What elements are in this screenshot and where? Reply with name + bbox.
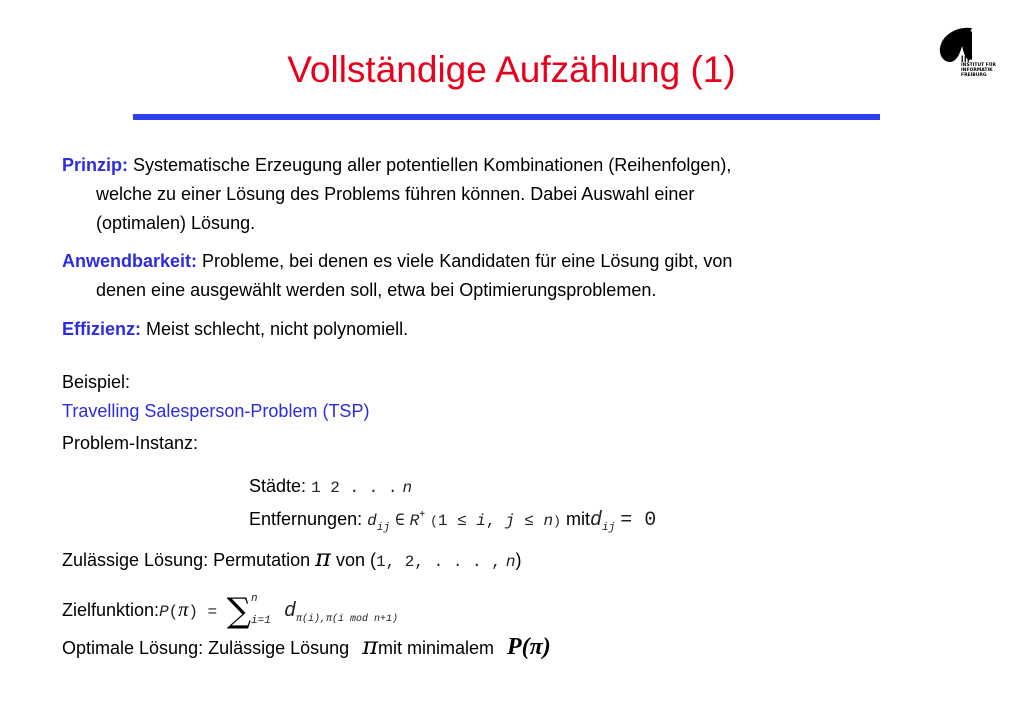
feasible-von: von: [335, 550, 365, 570]
logo-abbr: IIF: [961, 54, 973, 64]
objective-p-symbol: P(π): [507, 634, 551, 660]
section-continuation: denen eine ausgewählt werden soll, etwa bei Optimierungsproblemen.: [96, 280, 657, 300]
section-term: Prinzip:: [62, 155, 128, 175]
feasible-label: Zulässige Lösung: Permutation: [62, 550, 311, 570]
feasible-n: n: [505, 553, 516, 571]
example-label: Beispiel:: [62, 372, 131, 392]
title-underline: [133, 114, 880, 120]
logo-caption: [961, 63, 996, 78]
optimal-label: Optimale Lösung: Zulässige Lösung: [62, 638, 350, 658]
cities-line: [249, 474, 412, 500]
feasible-line: Zulässige Lösung: Permutation π von (1, 2, . . . , n): [62, 544, 522, 572]
section-text: Probleme, bei denen es viele Kandidaten für eine Lösung gibt, von: [202, 251, 733, 271]
objective-formula: P(π) = ∑ n i=1 $d_{\pi(i),\pi(i mod n+1)}$: [159, 591, 399, 631]
distances-line: [249, 507, 656, 535]
page-title: Vollständige Aufzählung (1): [287, 49, 736, 90]
distances-label: Entfernungen:: [249, 509, 363, 529]
section-effizienz: [62, 315, 862, 344]
pi-symbol: π: [315, 544, 331, 572]
distances-mit: mit: [565, 509, 590, 529]
cities-n: n: [402, 479, 413, 497]
distance-zero-formula: $d_{ij} = 0$: [589, 509, 657, 534]
section-term: Effizienz:: [62, 319, 141, 339]
cities-label: Städte:: [249, 476, 307, 496]
problem-name: Travelling Salesperson-Problem (TSP): [62, 401, 370, 421]
distance-formula: $d_{ij}$ ∈ R+ (1 ≤ i, j ≤ n): [367, 509, 561, 534]
objective-label: Zielfunktion:: [62, 600, 160, 620]
logo-line: INFORMATIK: [961, 68, 993, 73]
optimal-mit: mit minimalem: [377, 638, 494, 658]
pi-symbol: π: [362, 632, 378, 660]
section-continuation: (optimalen) Lösung.: [96, 213, 256, 233]
cities-values: 1 2 . . .: [311, 479, 398, 497]
objective-line: [62, 590, 398, 630]
section-term: Anwendbarkeit:: [62, 251, 198, 271]
section-continuation: welche zu einer Lösung des Problems führen können. Dabei Auswahl einer: [96, 184, 695, 204]
instance-label: Problem-Instanz:: [62, 433, 199, 453]
logo-line: INSTITUT FÜR: [961, 63, 996, 68]
section-text: Meist schlecht, nicht polynomiell.: [146, 319, 409, 339]
section-anwendbarkeit: [62, 247, 862, 305]
feasible-set: 1, 2, . . . ,: [376, 553, 501, 571]
section-text: Systematische Erzeugung aller potentiellen Kombinationen (Reihenfolgen),: [133, 155, 732, 175]
section-prinzip: [62, 151, 862, 238]
logo-line: FREIBURG: [961, 73, 987, 78]
optimal-line: [62, 634, 551, 660]
